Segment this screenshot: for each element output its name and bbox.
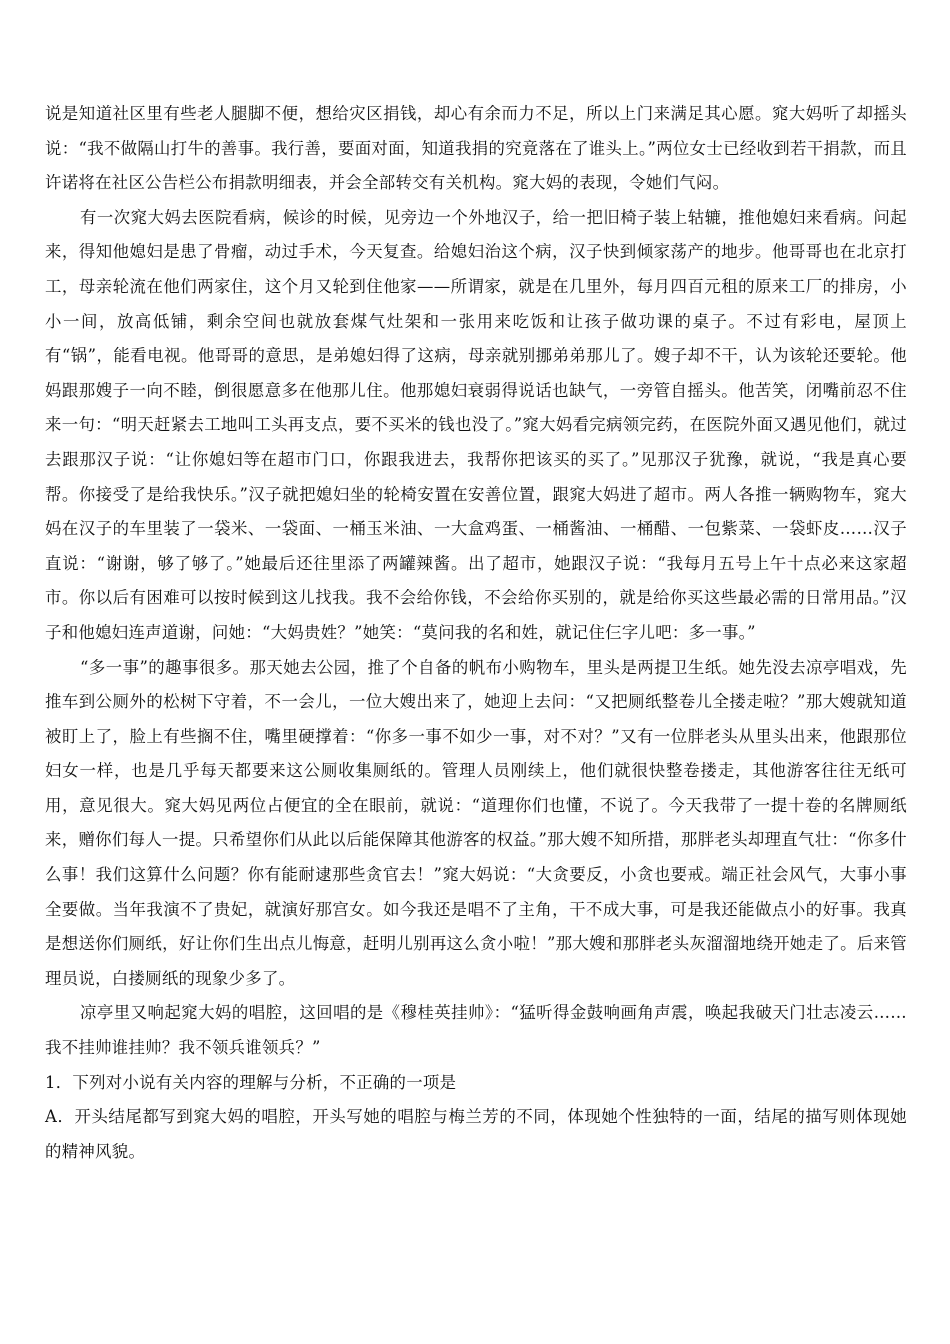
paragraph-toilet-paper-story: “多一事”的趣事很多。那天她去公园，推了个自备的帆布小购物车，里头是两提卫生纸。她先没去凉亭唱戏，先推车到公厕外的松树下守着，不一会儿，一位大嫂出来了，她迎上去问：“又把厕纸整卷儿全搂走啦？”那大嫂就知道被盯上了，脸上有些搁不住，嘴里硬撑着：“你多一事不如少一事，对不对？”又有一位胖老头从里头出来，他跟那位妇女一样，也是几乎每天都要来这公厕收集厕纸的。管理人员刚续上，他们就很快整卷搂走，其他游客往往无纸可用，意见很大。窕大妈见两位占便宜的全在眼前，就说：“道理你们也懂，不说了。今天我带了一提十卷的名牌厕纸来，赠你们每人一提。只希望你们从此以后能保障其他游客的权益。”那大嫂不知所措，那胖老头却理直气壮：“你多什么事！我们这算什么问题？你有能耐逮那些贪官去！”窕大妈说：“大贪要反，小贪也要戒。端正社会风气，大事小事全要做。当年我演不了贵妃，就演好那宫女。如今我还是唱不了主角，干不成大事，可是我还能做点小的好事。我真是想送你们厕纸，好让你们生出点儿悔意，赶明儿别再这么贪小啦！”那大嫂和那胖老头灰溜溜地绕开她走了。后来管理员说，白搂厕纸的现象少多了。 <box>45 657 907 988</box>
option-a: A．开头结尾都写到窕大妈的唱腔，开头写她的唱腔与梅兰芳的不同，体现她个性独特的一面，结尾的描写则体现她的精神风貌。 <box>45 1107 907 1161</box>
document-page <box>45 97 907 1169</box>
question-1: 1．下列对小说有关内容的理解与分析，不正确的一项是 <box>45 1072 457 1092</box>
paragraph-opening: 说是知道社区里有些老人腿脚不便，想给灾区捐钱，却心有余而力不足，所以上门来满足其心愿。窕大妈听了却摇头说：“我不做隔山打牛的善事。我行善，要面对面，知道我捐的究竟落在了谁头上。”两位女士已经收到若干捐款，而且许诺将在社区公告栏公布捐款明细表，并会全部转交有关机构。窕大妈的表现，令她们气闷。 <box>45 104 907 193</box>
paragraph-ending-song: 凉亭里又响起窕大妈的唱腔，这回唱的是《穆桂英挂帅》：“猛听得金鼓响画角声震，唤起我破天门壮志凌云……我不挂帅谁挂帅？我不领兵谁领兵？” <box>45 1003 907 1058</box>
paragraph-hospital-story: 有一次窕大妈去医院看病，候诊的时候，见旁边一个外地汉子，给一把旧椅子装上轱辘，推他媳妇来看病。问起来，得知他媳妇是患了骨瘤，动过手术，今天复查。给媳妇治这个病，汉子快到倾家荡产的地步。他哥哥也在北京打工，母亲轮流在他们两家住，这个月又轮到住他家——所谓家，就是在几里外，每月四百元租的原来工厂的排房，小小一间，放高低铺，剩余空间也就放套煤气灶架和一张用来吃饭和让孩子做功课的桌子。不过有彩电，屋顶上有“锅”，能看电视。他哥哥的意思，是弟媳妇得了这病，母亲就别挪弟弟那儿了。嫂子却不干，认为该轮还要轮。他妈跟那嫂子一向不睦，倒很愿意多在他那儿住。他那媳妇衰弱得说话也缺气，一旁管自摇头。他苦笑，闭嘴前忍不住来一句：“明天赶紧去工地叫工头再支点，要不买米的钱也没了。”窕大妈看完病领完药，在医院外面又遇见他们，就过去跟那汉子说：“让你媳妇等在超市门口，你跟我进去，我帮你把该买的买了。”见那汉子犹豫，就说，“我是真心要帮。你接受了是给我快乐。”汉子就把媳妇坐的轮椅安置在安善位置，跟窕大妈进了超市。两人各推一辆购物车，窕大妈在汉子的车里装了一袋米、一袋面、一桶玉米油、一大盒鸡蛋、一桶酱油、一桶醋、一包紫菜、一袋虾皮……汉子直说：“谢谢，够了够了。”她最后还往里添了两罐辣酱。出了超市，她跟汉子说：“我每月五号上午十点必来这家超市。你以后有困难可以按时候到这儿找我。我不会给你钱，不会给你买别的，就是给你买这些最必需的日常用品。”汉子和他媳妇连声道谢，问她：“大妈贵姓？”她笑：“莫问我的名和姓，就记住仨字儿吧：多一事。” <box>45 207 907 642</box>
